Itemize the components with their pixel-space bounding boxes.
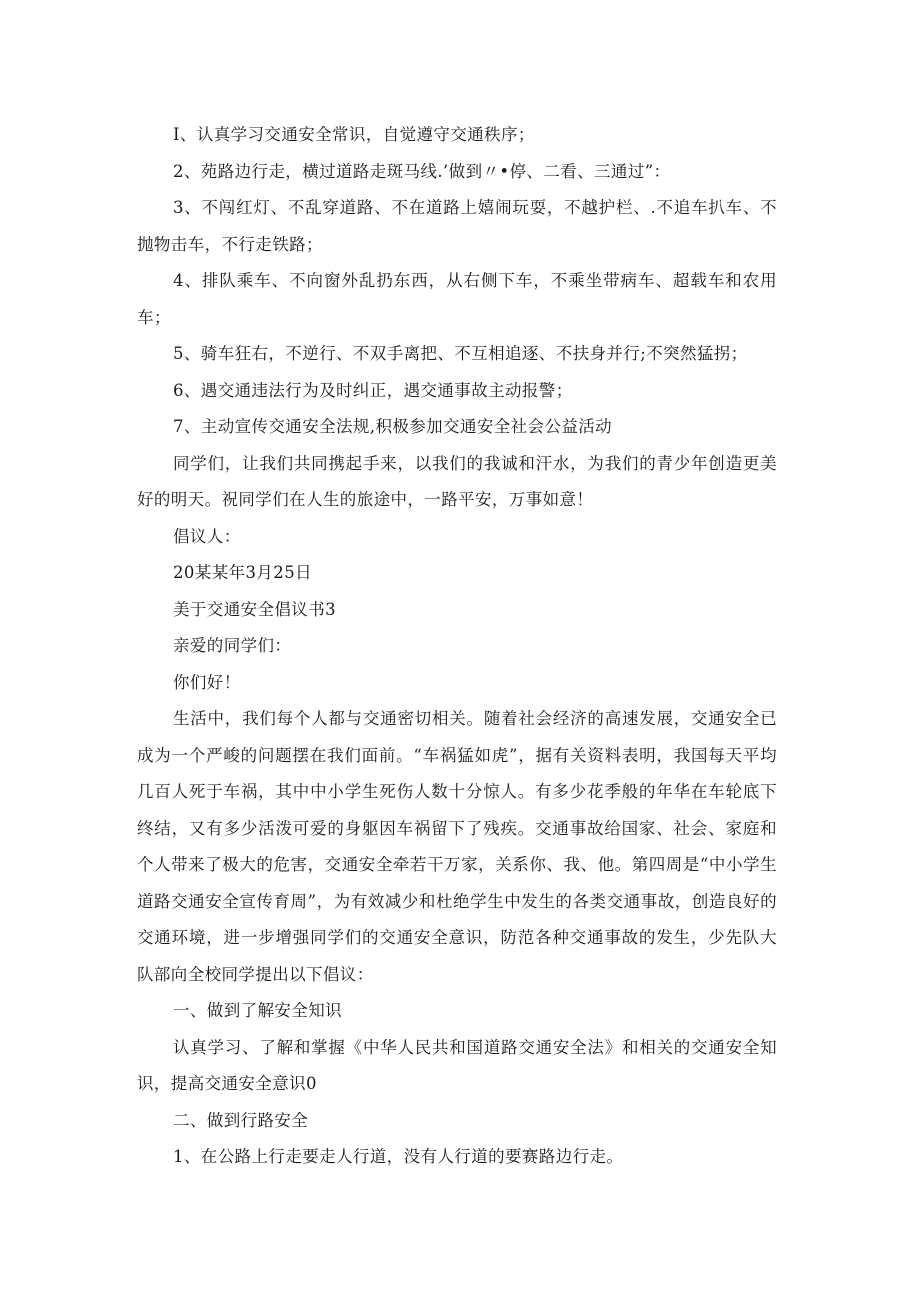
paragraph-rule-3: 3、不闯红灯、不乱穿道路、不在道路上嬉闹玩耍，不越护栏、.不追车扒车、不抛物击车，不行走铁路；: [137, 198, 777, 254]
paragraph-rule-2: 2、苑路边行走，横过道路走斑马线.’做到〃•停、二看、三通过”：: [173, 161, 671, 181]
paragraph-walking-1: 1、在公路上行走要走人行道，没有人行道的要赛路边行走。: [173, 1147, 624, 1166]
heading-knowledge: 一、做到了解安全知识: [173, 1001, 342, 1020]
document-body: [137, 117, 777, 1176]
heading-walking: 二、做到行路安全: [173, 1110, 309, 1130]
paragraph-rule-7: 7、主动宣传交通安全法规,积极参加交通安全社会公益活动: [173, 417, 613, 436]
date-line: 20某某年3月25日: [173, 563, 312, 582]
paragraph-closing: 同学们，让我们共同携起手来，以我们的我诚和汗水，为我们的青少年创造更美好的明天。祝同学们在人生的旅途中，一路平安，万事如意！: [137, 453, 777, 509]
paragraph-rule-1: I、认真学习交通安全常识，自觉遵守交通秩序；: [173, 125, 535, 144]
greeting: 你们好！: [173, 672, 241, 692]
paragraph-rule-5: 5、骑车狂右，不逆行、不双手离把、不互相追逐、不扶身并行;不突然猛拐；: [173, 344, 748, 363]
paragraph-rule-4: 4、排队乘车、不向窗外乱扔东西，从右侧下车，不乘坐带病车、超载车和农用车；: [137, 271, 777, 327]
salutation: 亲爱的同学们：: [173, 636, 292, 655]
paragraph-knowledge: 认真学习、了解和掌握《中华人民共和国道路交通安全法》和相关的交通安全知识，提高交通安全意识0: [137, 1037, 777, 1093]
section-title: 美于交通安全倡议书3: [173, 599, 336, 619]
paragraph-intro: 生活中，我们每个人都与交通密切相关。随着社会经济的高速发展，交通安全已成为一个严峻的问题摆在我们面前。“车祸猛如虎”，据有关资料表明，我国每天平均几百人死于车祸，其中中小学生死伤人数十分惊人。有多少花季般的年华在车轮底下终结，又有多少活泼可爱的身躯因车祸留下了残疾。交通事故给国家、社会、家庭和个人带来了极大的危害，交通安全牵若干万家，关系你、我、他。第四周是“中小学生道路交通安全宣传育周”，为有效减少和杜绝学生中发生的各类交通事故，创造良好的交通环境，进一步增强同学们的交通安全意识，防范各种交通事故的发生，少先队大队部向全校同学提出以下倡议：: [137, 709, 777, 984]
proposer-label: 倡议人：: [173, 526, 241, 546]
paragraph-rule-6: 6、遇交通违法行为及时纠正，遇交通事故主动报警；: [173, 380, 573, 400]
